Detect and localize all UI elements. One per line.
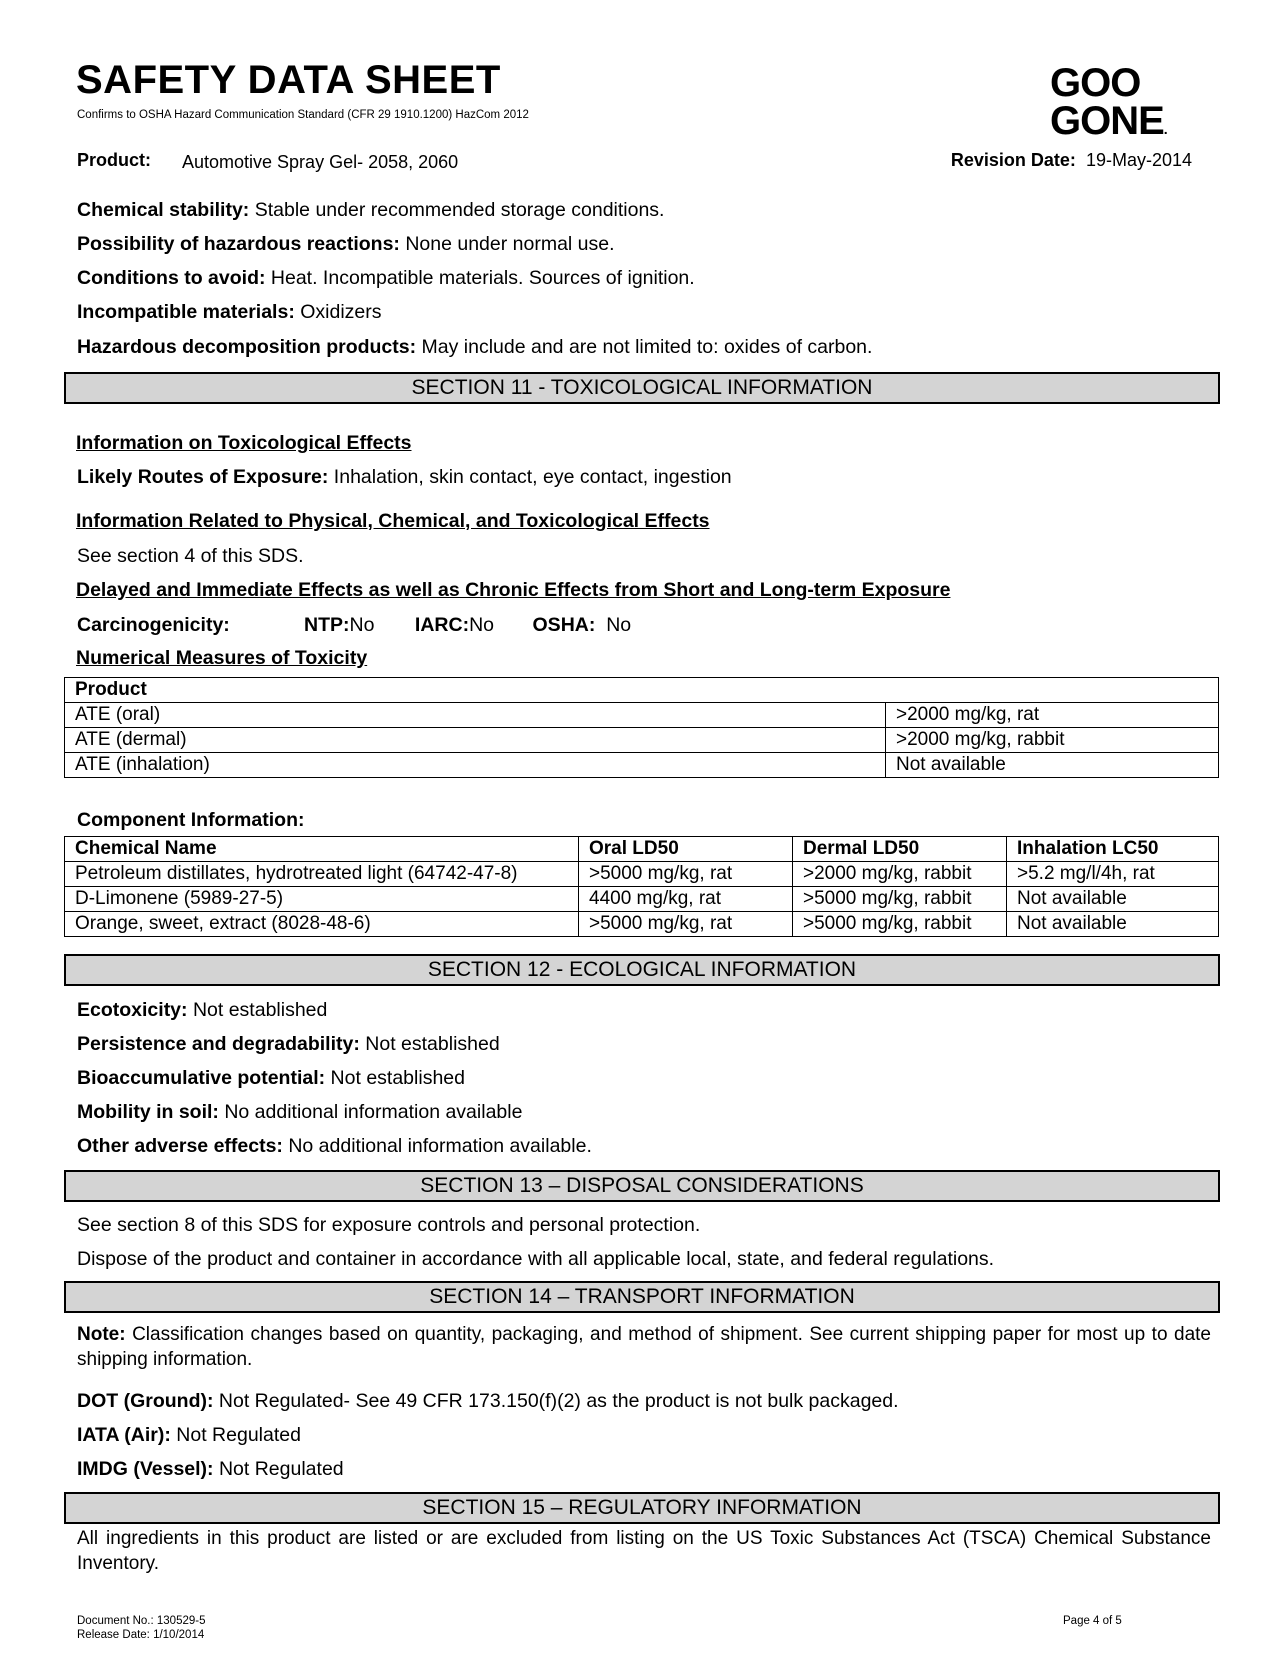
dot-ground: DOT (Ground): Not Regulated- See 49 CFR 173.150(f)(2) as the product is not bulk packaged. — [77, 1390, 899, 1412]
table-row: ATE (inhalation) Not available — [65, 753, 1219, 778]
hazardous-reactions: Possibility of hazardous reactions: None under normal use. — [77, 233, 615, 255]
imdg-vessel: IMDG (Vessel): Not Regulated — [77, 1458, 344, 1480]
logo-line-2: GONE. — [1050, 99, 1168, 143]
footer-doc-info — [77, 1614, 206, 1642]
delayed-effects-heading: Delayed and Immediate Effects as well as Chronic Effects from Short and Long-term Exposure — [76, 579, 951, 601]
table-row: Petroleum distillates, hydrotreated light (64742-47-8) >5000 mg/kg, rat >2000 mg/kg, rabbit >5.2 mg/l/4h, rat — [65, 862, 1219, 887]
carcinogenicity: Carcinogenicity: NTP:No IARC:No OSHA: No — [77, 614, 632, 636]
goo-gone-logo — [1050, 61, 1190, 148]
disposal-line-2: Dispose of the product and container in accordance with all applicable local, state, and federal regulations. — [77, 1248, 995, 1270]
product-label: Product: — [77, 150, 151, 170]
release-date: Release Date: 1/10/2014 — [77, 1629, 205, 1641]
revision-date — [951, 150, 1192, 171]
transport-note: Note: Classification changes based on quantity, packaging, and method of shipment. See current shipping paper for most up to date shipping information. — [77, 1324, 1211, 1370]
revision-label: Revision Date: — [950, 150, 1076, 170]
section-12-header: SECTION 12 - ECOLOGICAL INFORMATION — [64, 954, 1220, 986]
persistence: Persistence and degradability: Not established — [77, 1033, 500, 1055]
routes-of-exposure: Likely Routes of Exposure: Inhalation, skin contact, eye contact, ingestion — [77, 466, 732, 488]
section-11-header: SECTION 11 - TOXICOLOGICAL INFORMATION — [64, 372, 1220, 404]
logo-line-1: GOO — [1050, 61, 1141, 105]
table-row: ATE (dermal) >2000 mg/kg, rabbit — [65, 728, 1219, 753]
incompatible-materials: Incompatible materials: Oxidizers — [77, 301, 382, 323]
section-15-header: SECTION 15 – REGULATORY INFORMATION — [64, 1492, 1220, 1524]
conditions-to-avoid: Conditions to avoid: Heat. Incompatible materials. Sources of ignition. — [77, 267, 695, 289]
document-subtitle: Confirms to OSHA Hazard Communication Standard (CFR 29 1910.1200) HazCom 2012 — [77, 109, 529, 121]
other-adverse-effects: Other adverse effects: No additional information available. — [77, 1135, 592, 1157]
decomposition-products: Hazardous decomposition products: May include and are not limited to: oxides of carbon. — [77, 336, 873, 358]
revision-value: 19-May-2014 — [1085, 150, 1192, 170]
chemical-stability: Chemical stability: Stable under recommended storage conditions. — [77, 199, 665, 221]
table-row: D-Limonene (5989-27-5) 4400 mg/kg, rat >5000 mg/kg, rabbit Not available — [65, 887, 1219, 912]
page-number: Page 4 of 5 — [1063, 1615, 1122, 1627]
section-13-header: SECTION 13 – DISPOSAL CONSIDERATIONS — [64, 1170, 1220, 1202]
document-title: SAFETY DATA SHEET — [76, 58, 501, 102]
mobility-in-soil: Mobility in soil: No additional information available — [77, 1101, 523, 1123]
component-toxicity-table — [64, 836, 1219, 937]
product-value: Automotive Spray Gel- 2058, 2060 — [182, 152, 459, 172]
product-toxicity-table — [64, 677, 1219, 778]
tox-effects-heading: Information on Toxicological Effects — [76, 432, 412, 454]
bioaccumulative: Bioaccumulative potential: Not established — [77, 1067, 465, 1089]
iata-air: IATA (Air): Not Regulated — [77, 1424, 301, 1446]
ecotoxicity: Ecotoxicity: Not established — [77, 999, 328, 1021]
section-14-header: SECTION 14 – TRANSPORT INFORMATION — [64, 1281, 1220, 1313]
see-section-4: See section 4 of this SDS. — [77, 545, 304, 567]
table-header-row: Chemical Name Oral LD50 Dermal LD50 Inhalation LC50 — [65, 837, 1219, 862]
table-row: Orange, sweet, extract (8028-48-6) >5000 mg/kg, rat >5000 mg/kg, rabbit Not available — [65, 912, 1219, 937]
disposal-line-1: See section 8 of this SDS for exposure controls and personal protection. — [77, 1214, 701, 1236]
physical-chemical-heading: Information Related to Physical, Chemical, and Toxicological Effects — [76, 510, 710, 532]
table-row: Product — [65, 678, 1219, 703]
document-number: Document No.: 130529-5 — [77, 1615, 206, 1627]
table-row: ATE (oral) >2000 mg/kg, rat — [65, 703, 1219, 728]
numerical-toxicity-heading: Numerical Measures of Toxicity — [76, 647, 368, 669]
component-info-label: Component Information: — [77, 809, 305, 831]
regulatory-text: All ingredients in this product are listed or are excluded from listing on the US Toxic Substances Act (TSCA) Chemical Substance Inventory. — [77, 1528, 1211, 1574]
